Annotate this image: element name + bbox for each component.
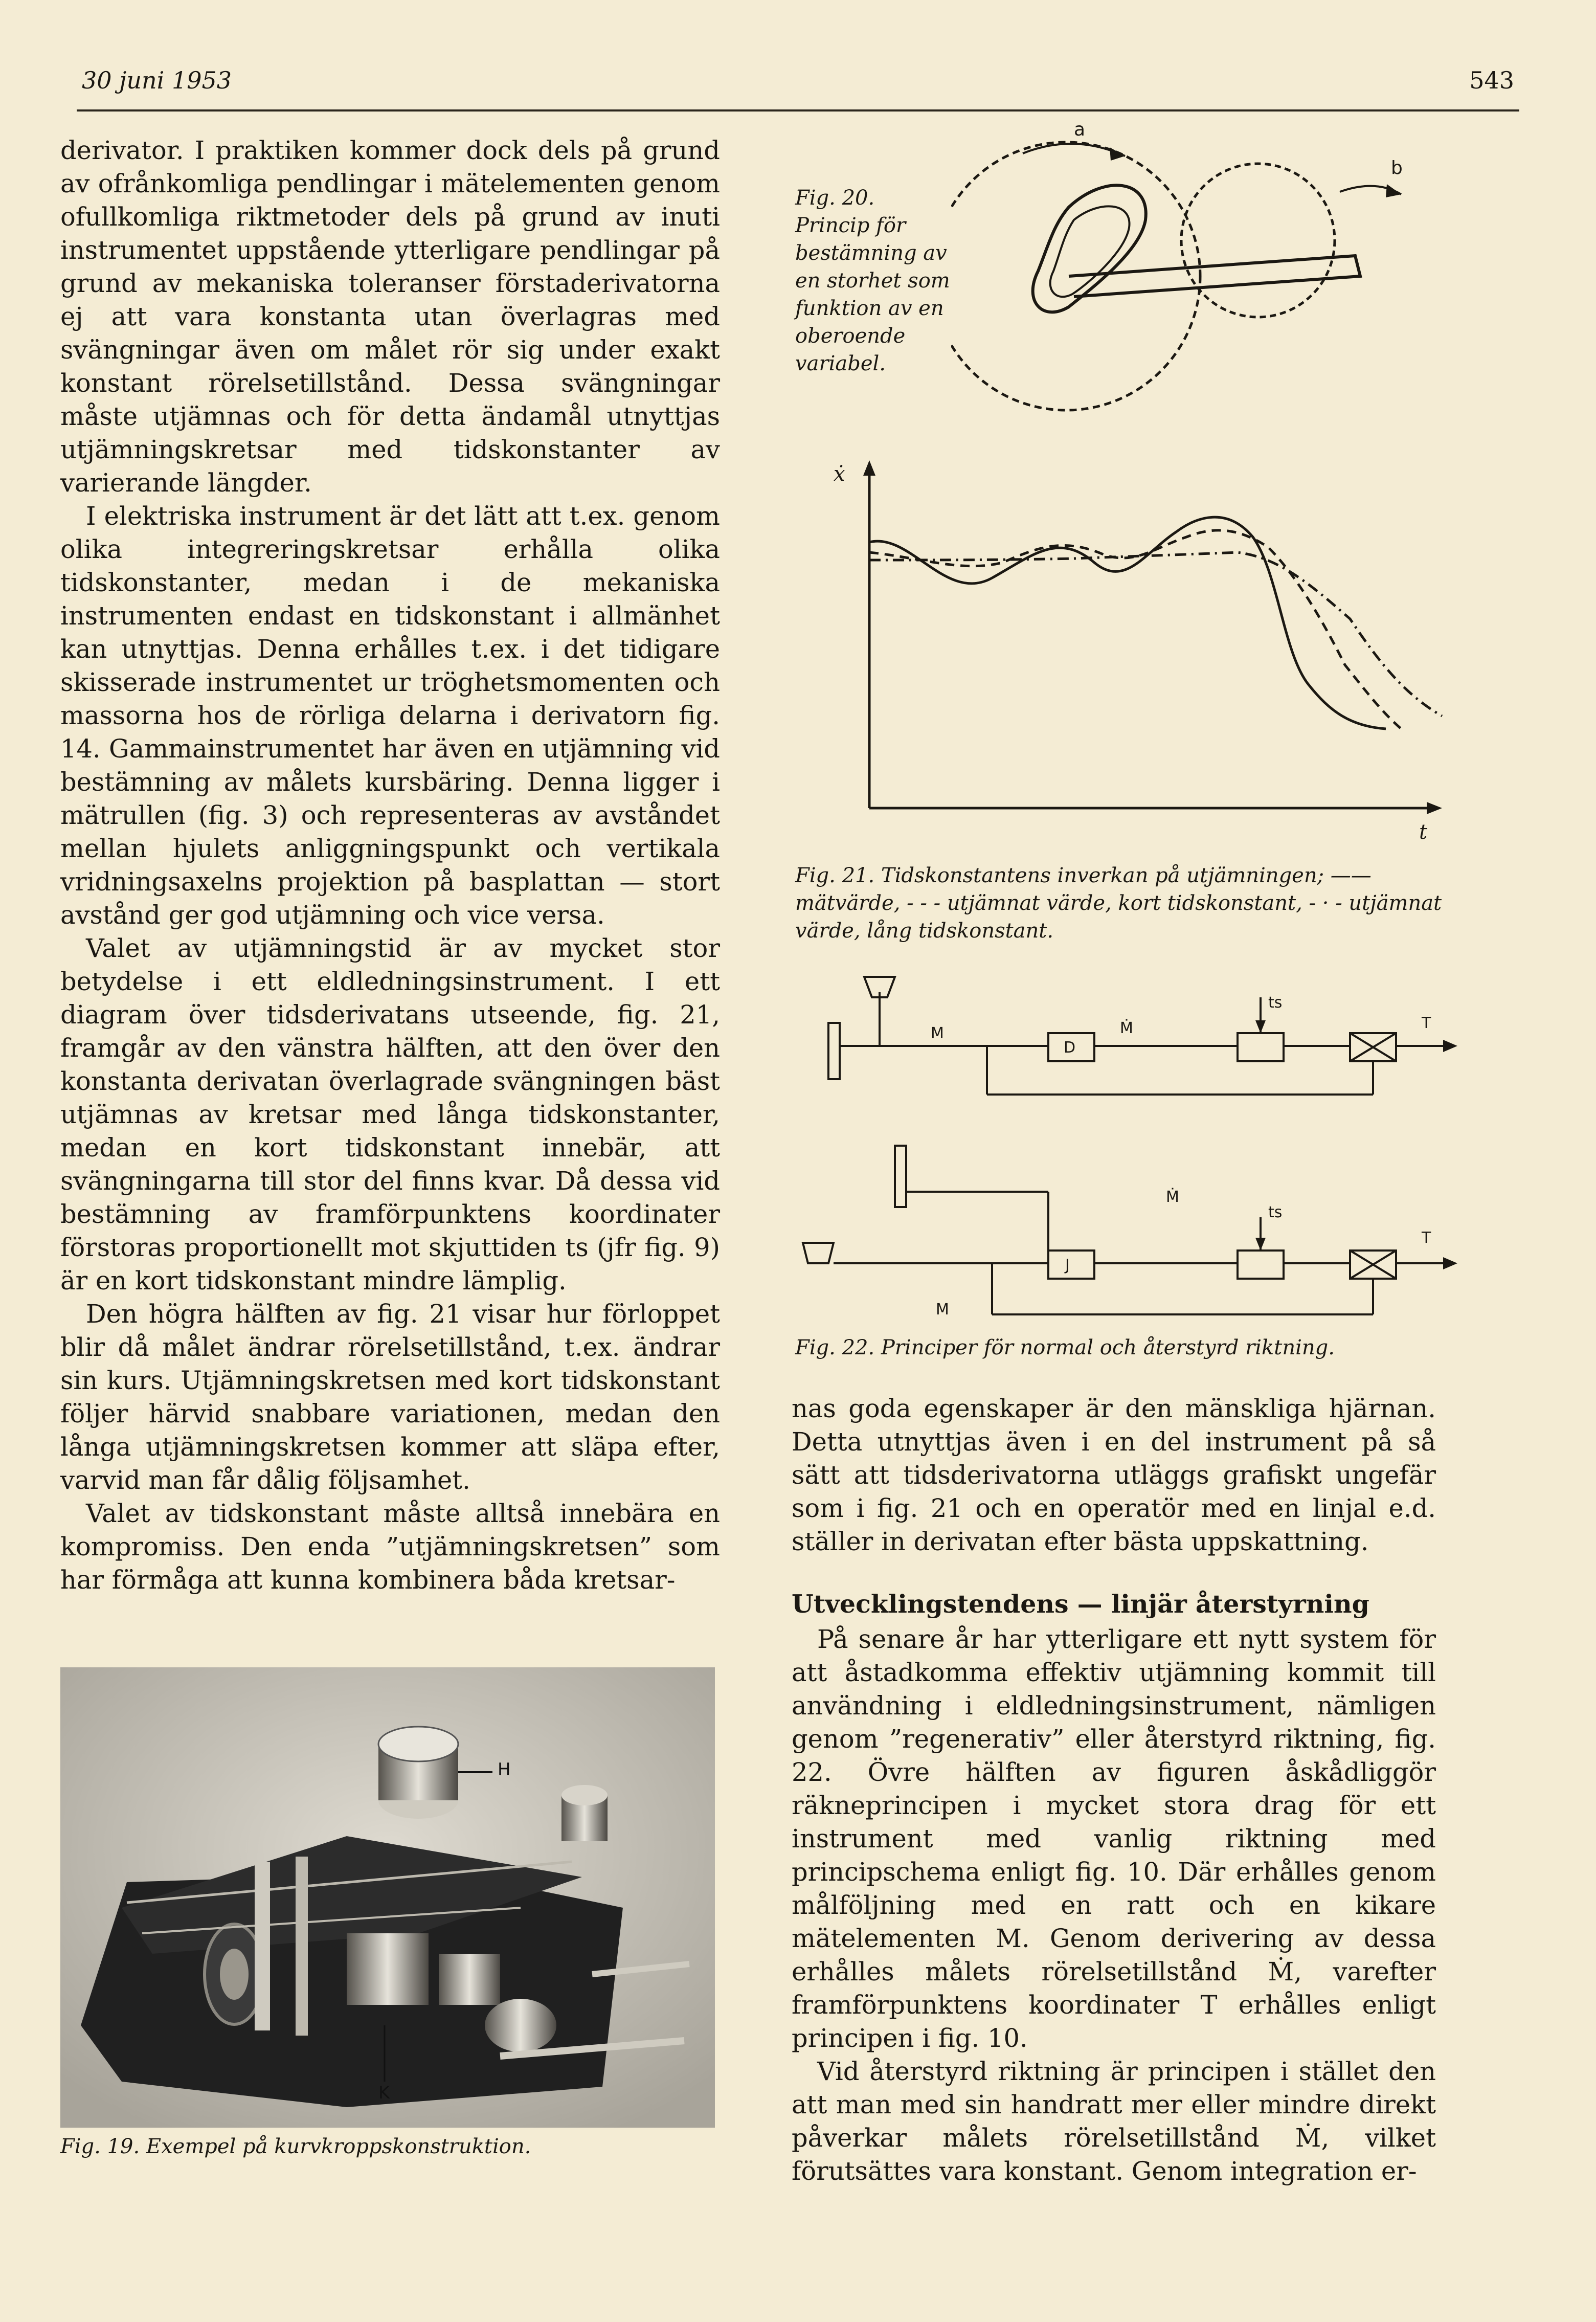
- left-paragraph: Valet av utjämningstid är av mycket stor betydelse i ett eldledningsinstrument. I ett diagram över tidsderivatans utseende, fig. 21, framgår av den vänstra hälften, att den över den konstanta derivatan överlagrade svängningen bäst utjämnas av kretsar med långa tidskonstanter, medan en kort tidskonstant innebär, att svängningarna till stor del finns kvar. Då dessa vid bestämning av framförpunktens koordinater förstoras proportionellt mot skjuttiden ts (jfr fig. 9) är en kort tidskonstant mindre lämplig.: [60, 933, 720, 1296]
- fig20-gear-diagram: [951, 118, 1488, 445]
- fig22-lower-ts-label: ts: [1268, 1203, 1283, 1221]
- right-column: [792, 1392, 1436, 2188]
- section-heading: Utvecklingstendens — linjär återstyrning: [792, 1589, 1369, 1619]
- fig22-upper-m-label: M: [931, 1024, 944, 1042]
- fig21-x-label: t: [1419, 820, 1428, 844]
- right-paragraph: På senare år har ytterligare ett nytt system för att åstadkomma effektiv utjämning kommit till användning i eldledningsinstrument, nämligen genom ”regenerativ” eller återstyrd riktning, fig. 22. Övre hälften av figuren åskådliggör räkneprincipen i mycket stora drag för ett instrument med vanlig riktning med principschema enligt fig. 10. Där erhålles genom målföljning med en ratt och en kikare mätelementen M. Genom derivering av dessa erhålles målets rörelsetillstånd Ṁ, varefter framförpunktens koordinater T erhålles enligt principen i fig. 10.: [792, 1624, 1436, 2053]
- fig22-lower-chain: [803, 1146, 1457, 1314]
- fig19-caption: Fig. 19. Exempel på kurvkroppskonstruktion.: [60, 2135, 531, 2158]
- fig22-handwheel-upper: [828, 1023, 840, 1079]
- running-header-date: 30 juni 1953: [82, 66, 232, 94]
- fig22-diagram: [798, 956, 1463, 1345]
- fig22-upper-t-label: T: [1422, 1014, 1431, 1032]
- fig22-lower-t-label: T: [1422, 1229, 1431, 1247]
- fig20-label-b: b: [1391, 158, 1403, 178]
- fig19-label-k: K: [378, 2083, 390, 2103]
- fig20-caption: Fig. 20. Princip för bestämning av en storhet som funktion av en oberoende variabel.: [795, 186, 950, 375]
- right-continuation: nas goda egenskaper är den mänskliga hjärnan. Detta utnyttjas även i en del instrument på så sätt att tidsderivatorna utläggs grafiskt ungefär som i fig. 21 och en operatör med en linjal e.d. ställer in derivatan efter bästa uppskattning.: [792, 1394, 1436, 1556]
- fig22-lower-block-label: J: [1065, 1256, 1070, 1274]
- fig21-y-label: ẋ: [834, 462, 845, 486]
- fig20-small-gear: [1181, 164, 1335, 317]
- left-paragraph: derivator. I praktiken kommer dock dels på grund av ofrånkomliga pendlingar i mätelementen genom ofullkomliga riktmetoder dels på grund av inuti instrumentet uppstående ytterligare pendlingar på grund av mekaniska toleranser förstaderivatorna ej att vara konstanta utan överlagras med svängningar även om målet rör sig under exakt konstant rörelsetillstånd. Dessa svängningar måste utjämnas och för detta ändamål utnyttjas utjämningskretsar med tidskonstanter av varierande längder.: [60, 136, 720, 498]
- page-number: 543: [1469, 66, 1514, 94]
- fig22-integrator-upper: [1238, 1033, 1284, 1061]
- fig21-measured-curve: [869, 517, 1386, 729]
- fig20-cam-inner: [1050, 206, 1130, 297]
- fig22-caption: Fig. 22. Principer för normal och återstyrd riktning.: [795, 1336, 1335, 1359]
- left-paragraph: Valet av tidskonstant måste alltså innebära en kompromiss. Den enda ”utjämningskretsen” som har förmåga att kunna kombinera båda kretsar-: [60, 1499, 720, 1595]
- fig20-label-a: a: [1074, 119, 1086, 140]
- fig21-caption: Fig. 21. Tidskonstantens inverkan på utjämningen; —— mätvärde, - - - utjämnat värde, kort tidskonstant, - · - utjämnat värde, lång tidskonstant.: [795, 864, 1442, 943]
- fig22-lower-mdot-label: Ṁ: [1166, 1188, 1179, 1206]
- header-rule: [77, 109, 1519, 111]
- fig22-upper-ts-label: ts: [1268, 994, 1283, 1012]
- fig19-label-h: H: [498, 1759, 511, 1780]
- fig22-upper-chain: [828, 977, 1457, 1095]
- left-paragraph: Den högra hälften av fig. 21 visar hur förloppet blir då målet ändrar rörelsetillstånd, t.ex. ändrar sin kurs. Utjämningskretsen med kort tidskonstant följer härvid snabbare variationen, medan den långa utjämningskretsen kommer att släpa efter, varvid man får dålig följsamhet.: [60, 1299, 720, 1495]
- left-column: [60, 134, 720, 1597]
- fig22-upper-mdot-label: Ṁ: [1120, 1019, 1133, 1037]
- fig22-lower-m-label: M: [936, 1301, 949, 1319]
- fig22-upper-block-label: D: [1064, 1039, 1076, 1057]
- fig22-block-j: [1048, 1251, 1094, 1279]
- fig22-telescope-lower: [803, 1243, 834, 1263]
- fig21-long-tc-curve: [869, 552, 1442, 716]
- fig22-integrator-lower: [1238, 1251, 1284, 1279]
- fig22-handwheel-lower: [895, 1146, 906, 1207]
- fig19-machine-drawing: [60, 1667, 715, 2128]
- left-paragraph: I elektriska instrument är det lätt att t.ex. genom olika integreringskretsar erhålla olika tidskonstanter, medan i de mekaniska instrumenten endast en tidskonstant i allmänhet kan utnyttjas. Denna erhålles t.ex. i det tidigare skisserade instrumentet ur tröghetsmomenten och massorna hos de rörliga delarna i derivatorn fig. 14. Gammainstrumentet har även en utjämning vid bestämning av målets kursbäring. Denna ligger i mätrullen (fig. 3) och representeras av avståndet mellan hjulets anliggningspunkt och vertikala vridningsaxelns projektion på basplattan — stort avstånd ger god utjämning och vice versa.: [60, 501, 720, 930]
- fig21-chart: [818, 450, 1473, 859]
- right-paragraph: Vid återstyrd riktning är principen i stället den att man med sin handratt mer eller mindre direkt påverkar målets rörelsetillstånd Ṁ, vilket förutsättes vara konstant. Genom integration er-: [792, 2057, 1436, 2186]
- fig19-photo: [60, 1667, 715, 2128]
